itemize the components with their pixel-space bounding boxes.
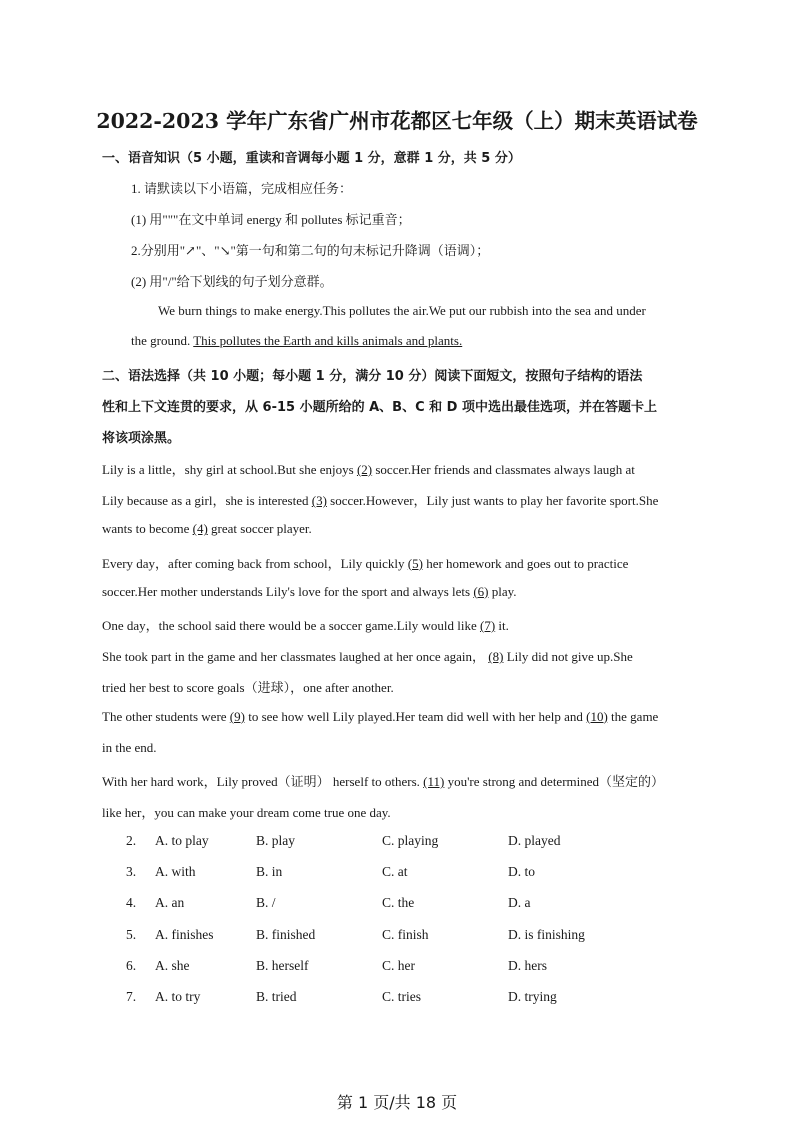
option-c[interactable]: C. finish: [382, 926, 429, 942]
blank-number: (8): [488, 649, 504, 665]
passage-text: the ground.: [131, 333, 194, 348]
option-b[interactable]: B. play: [256, 833, 295, 848]
option-d[interactable]: D. is finishing: [508, 926, 585, 942]
option-b[interactable]: B. tried: [256, 989, 297, 1004]
question-number: 3.: [126, 864, 137, 880]
task-2: 2.分别用"↗"、"↘"第一句和第二句的句末标记升降调（语调）；: [131, 243, 490, 258]
section1-heading: 一、语音知识（5 小题，重读和音调每小题 1 分，意群 1 分，共 5 分）: [102, 151, 521, 166]
passage-text: She took part in the game and her classmates laughed at her once again，: [102, 649, 489, 665]
passage-text: wants to become: [102, 521, 193, 537]
passage-text: it.: [495, 618, 509, 633]
passage-text: like her，you can make your dream come true one day.: [102, 805, 391, 821]
passage-text: in the end.: [102, 739, 157, 755]
passage-text: tried her best to score goals（进球），one after another.: [102, 680, 394, 696]
option-a[interactable]: A. with: [155, 864, 196, 880]
blank-number: (2): [356, 462, 373, 477]
option-b[interactable]: B. in: [256, 864, 283, 880]
option-c[interactable]: C. the: [382, 895, 415, 911]
task-3: (2) 用"/"给下划线的句子划分意群。: [131, 274, 333, 289]
page-footer: 第 1 页/共 18 页: [336, 1093, 458, 1112]
passage-text: Lily because as a girl，she is interested: [102, 493, 312, 509]
option-b[interactable]: B. finished: [256, 926, 316, 942]
option-b[interactable]: B. herself: [256, 957, 309, 973]
blank-number: (3): [311, 493, 327, 509]
question-number: 5.: [126, 926, 137, 942]
passage-line: [102, 802, 391, 821]
passage-line: [102, 521, 312, 537]
phonics-passage-line-1: We burn things to make energy.This pollutes the air.We put our rubbish into the sea and under: [158, 303, 646, 318]
passage-text: the game: [607, 708, 659, 724]
passage-text: Every day，after coming back from school，Lily quickly: [102, 555, 408, 571]
option-c[interactable]: C. her: [382, 957, 415, 973]
option-a[interactable]: A. finishes: [155, 926, 214, 942]
passage-line: [102, 709, 658, 725]
option-a[interactable]: A. to try: [155, 989, 201, 1004]
passage-line: [102, 553, 628, 572]
passage-line: [102, 459, 635, 478]
passage-text: Lily did not give up.She: [503, 649, 633, 665]
section2-heading-line-3: 将该项涂黑。: [102, 431, 181, 446]
phonics-passage-line-2: [131, 333, 462, 349]
blank-number: (11): [423, 774, 445, 789]
blank-number: (9): [229, 708, 245, 724]
passage-line: [102, 490, 658, 509]
option-b[interactable]: B. /: [256, 895, 276, 911]
passage-text: her homework and goes out to practice: [422, 555, 629, 571]
passage-line: [102, 771, 664, 790]
option-d[interactable]: D. played: [508, 833, 561, 848]
option-a[interactable]: A. to play: [155, 833, 209, 848]
passage-line: [102, 615, 509, 634]
option-d[interactable]: D. hers: [508, 957, 547, 973]
passage-text: One day，the school said there would be a soccer game.Lily would like: [102, 618, 480, 633]
exam-title: 2022-2023 学年广东省广州市花都区七年级（上）期末英语试卷: [96, 109, 698, 133]
passage-text: you're strong and determined（坚定的）: [444, 774, 665, 789]
passage-text: soccer.Her friends and classmates always laugh at: [372, 462, 635, 477]
passage-line: [102, 677, 394, 696]
question-1-prompt: 1. 请默读以下小语篇，完成相应任务：: [131, 181, 353, 196]
blank-number: (5): [407, 555, 423, 571]
passage-text: play.: [488, 583, 517, 599]
option-c[interactable]: C. tries: [382, 989, 421, 1004]
option-c[interactable]: C. playing: [382, 833, 439, 848]
option-a[interactable]: A. she: [155, 957, 190, 973]
option-d[interactable]: D. to: [508, 864, 535, 880]
option-c[interactable]: C. at: [382, 864, 408, 880]
passage-text: soccer.However，Lily just wants to play her favorite sport.She: [326, 493, 659, 509]
blank-number: (10): [586, 708, 608, 724]
option-d[interactable]: D. trying: [508, 989, 557, 1004]
question-number: 4.: [126, 895, 137, 911]
passage-line: [102, 584, 517, 600]
passage-text: to see how well Lily played.Her team did well with her help and: [244, 708, 587, 724]
question-number: 6.: [126, 957, 137, 973]
passage-text: great soccer player.: [207, 521, 312, 537]
task-1: (1) 用"""在文中单词 energy 和 pollutes 标记重音；: [131, 212, 411, 227]
section2-heading-line-1: 二、语法选择（共 10 小题；每小题 1 分，满分 10 分）阅读下面短文，按照句子结构的语法: [102, 369, 643, 384]
section2-heading-line-2: 性和上下文连贯的要求，从 6-15 小题所给的 A、B、C 和 D 项中选出最佳选项，并在答题卡上: [102, 400, 657, 415]
passage-line: [102, 646, 633, 665]
option-d[interactable]: D. a: [508, 895, 531, 911]
blank-number: (6): [473, 583, 489, 599]
passage-text: With her hard work，Lily proved（证明） herself to others.: [102, 774, 424, 789]
underlined-sentence: This pollutes the Earth and kills animals and plants.: [193, 333, 463, 348]
blank-number: (7): [479, 618, 496, 633]
blank-number: (4): [192, 521, 208, 537]
passage-line: [102, 740, 157, 756]
option-a[interactable]: A. an: [155, 895, 185, 911]
passage-text: Lily is a little，shy girl at school.But she enjoys: [102, 462, 357, 477]
question-number: 7.: [126, 989, 137, 1004]
question-number: 2.: [126, 833, 137, 848]
passage-text: soccer.Her mother understands Lily's love for the sport and always lets: [102, 583, 474, 599]
passage-text: The other students were: [102, 708, 230, 724]
